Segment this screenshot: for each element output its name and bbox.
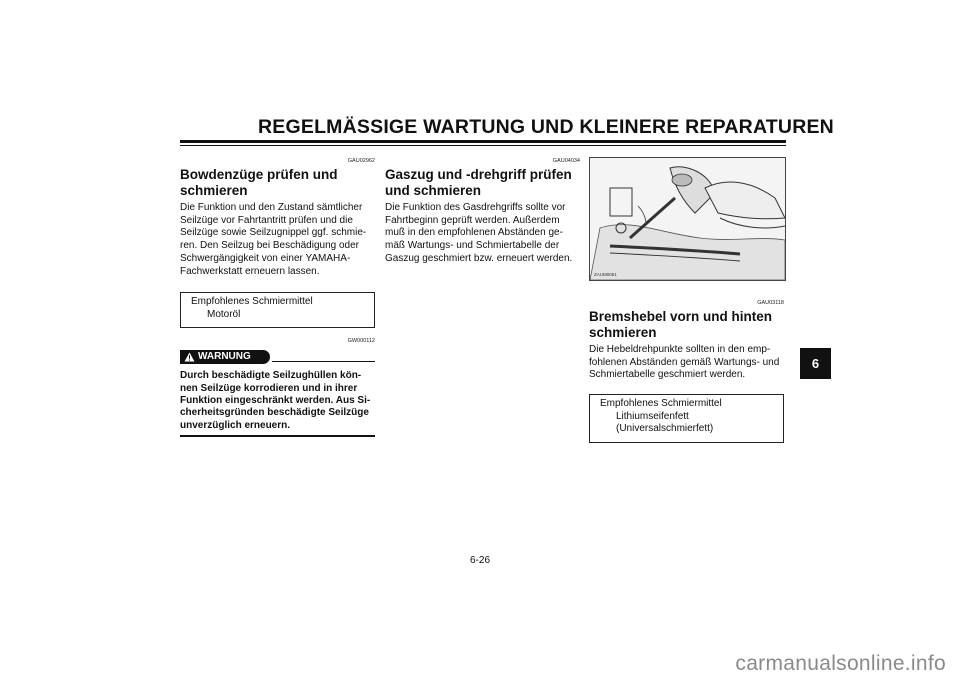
heading-line: Bremshebel vorn und hinten [589,309,773,324]
header-rule-thin [180,145,786,146]
warning-line: Durch beschädigte Seilzughüllen kön- [180,370,362,382]
section-code: GAU02962 [347,158,375,164]
section-heading [385,167,580,199]
lubricant-value: Motoröl [207,308,241,320]
section-heading [589,309,784,341]
body-line: Schwergängigkeit von einer YAMAHA- [180,252,351,264]
lubricant-value: Lithiumseifenfett [616,410,689,422]
illustration-code: ZAUM0061 [594,272,617,277]
body-line: Die Funktion des Gasdrehgriffs sollte vor [385,202,566,213]
heading-line: schmieren [589,325,657,340]
body-line: Schmiertabelle geschmiert werden. [589,369,746,381]
warning-line: cherheitsgründen beschädigte Seilzüge [180,407,369,419]
warning-block [180,350,375,437]
section-gaszug [385,157,580,266]
section-heading [180,167,375,199]
section-body [385,202,580,266]
body-line: Seilzüge vor Fahrtantritt prüfen und die [180,214,353,226]
lubricant-box [180,292,375,328]
header-rule-thick [180,140,786,143]
warning-badge [180,350,270,364]
heading-line: und schmieren [385,183,482,198]
body-line: Seilzüge sowie Seilzugnippel ggf. schmie- [180,227,367,239]
hand-oiling-cable-icon [590,158,785,280]
warning-label: WARNUNG [198,351,251,363]
body-line: Fachwerkstatt erneuern lassen. [180,265,320,277]
section-body [589,344,784,382]
page-title: REGELMÄSSIGE WARTUNG UND KLEINERE REPARATUREN [258,116,834,138]
watermark: carmanualsonline.info [735,652,946,675]
body-line: ren. Den Seilzug bei Beschädigung oder [180,240,360,252]
page-number: 6-26 [469,555,490,566]
warning-line: unverzüglich erneuern. [180,419,291,431]
section-bremshebel [589,299,784,443]
warning-bottom-rule [180,435,375,437]
warning-line: Funktion eingeschränkt werden. Aus Si- [180,395,371,407]
section-bowdenzuege [180,157,375,437]
lubricant-label: Empfohlenes Schmiermittel [600,398,722,410]
lubricant-value: (Universalschmierfett) [616,423,714,435]
chapter-tab: 6 [800,348,831,379]
body-line: mäß Wartungs- und Schmiertabelle der [385,240,560,252]
lubricant-label: Empfohlenes Schmiermittel [191,296,313,308]
lubricant-box [589,394,784,443]
section-body [180,202,375,278]
warning-code: GW000112 [347,338,375,345]
body-line: Gaszug geschmiert bzw. erneuert werden. [385,252,573,264]
warning-triangle-icon [180,352,198,362]
warning-rule [272,361,375,362]
heading-line: schmieren [180,183,248,198]
section-code: GAU03118 [757,300,784,306]
body-line: fohlenen Abständen gemäß Wartungs- und [589,356,780,368]
warning-line: nen Seilzüge korrodieren und in ihrer [180,382,358,394]
body-line: muß in den empfohlenen Abständen ge- [385,227,563,239]
section-code: GAU04034 [552,158,580,164]
heading-line: Gaszug und -drehgriff prüfen [385,167,572,182]
heading-line: Bowdenzüge prüfen und [180,167,338,182]
lubrication-illustration [589,157,786,281]
body-line: Die Funktion und den Zustand sämtlicher [180,202,363,213]
body-line: Die Hebeldrehpunkte sollten in den emp- [589,344,771,355]
warning-text [180,370,375,432]
body-line: Fahrtbeginn geprüft werden. Außerdem [385,214,560,226]
